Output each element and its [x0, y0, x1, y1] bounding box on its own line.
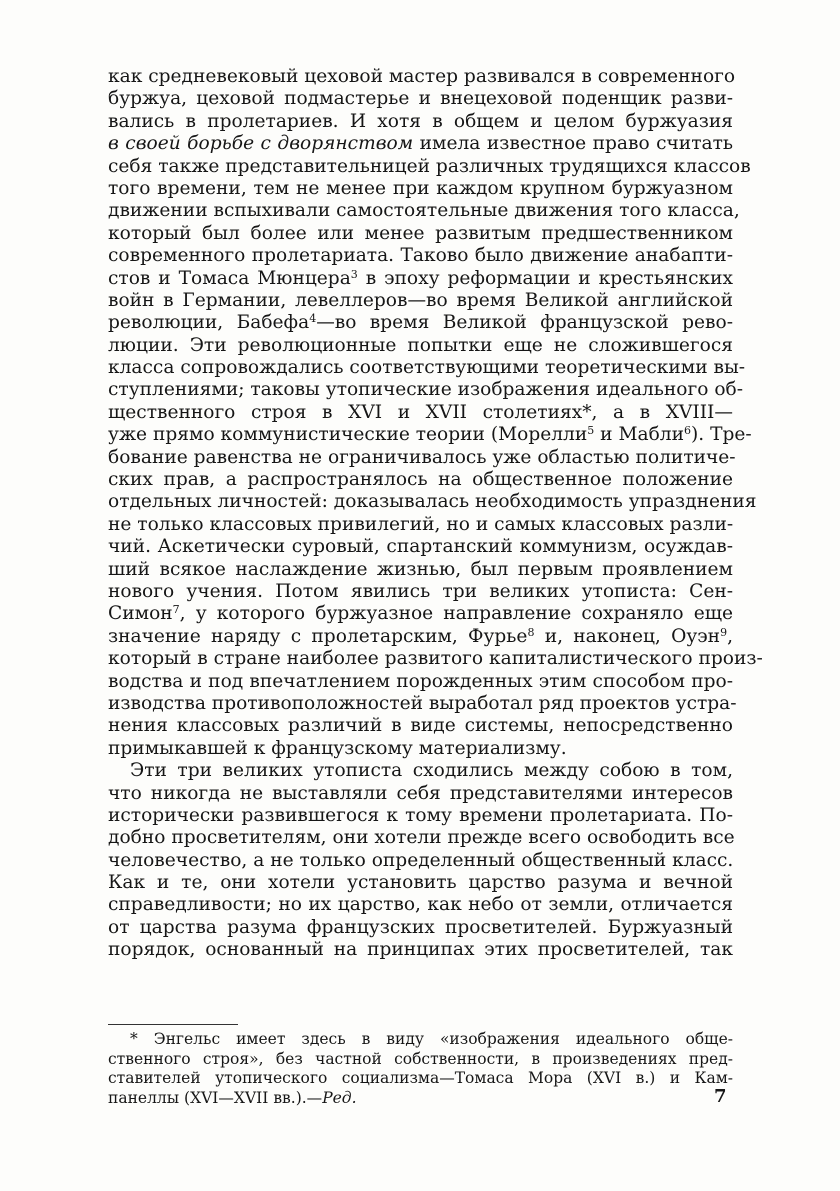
text-line: себя также представительницей различных трудящихся классов [108, 155, 751, 177]
text-line: водства и под впечатлением порожденных этим способом про- [108, 670, 733, 692]
text-line: который был более или менее развитым предшественником [108, 222, 733, 244]
text-line: исторически развившегося к тому времени пролетариата. По- [108, 804, 733, 826]
text-line: что никогда не выставляли себя представителями интересов [108, 782, 733, 804]
text-line: изводства противоположностей выработал ряд проектов устра- [108, 692, 737, 714]
footnote-line: * Энгельс имеет здесь в виду «изображения идеального обще- [130, 1030, 733, 1048]
text-line: буржуа, цеховой подмастерье и внецеховой поденщик разви- [108, 88, 733, 110]
text-line: нения классовых различий в виде системы, непосредственно [108, 715, 733, 737]
text-line: в своей борьбе с дворянством имела известное право считать [108, 133, 733, 155]
note-ref: 4 [309, 312, 317, 326]
editor-mark: Ред. [322, 1088, 357, 1107]
note-ref: 6 [684, 424, 691, 438]
footnote-marker: * [130, 1030, 138, 1048]
text-line: добно просветителям, они хотели прежде всего освободить все [108, 827, 735, 849]
footnote-line: ставителей утопического социализма—Томаса Мора (XVI в.) и Кам- [108, 1069, 733, 1088]
text-line: значение наряду с пролетарским, Фурье$^8$ и, наконец, Оуэн$^9$, [108, 625, 733, 647]
text-line: справедливости; но их царство, как небо от земли, отличается [108, 894, 733, 916]
text-line: революции, Бабефа$^4$—во время Великой французской рево- [108, 312, 734, 334]
text-line: ший всякое наслаждение жизнью, был первым проявлением [108, 558, 733, 580]
footnote [108, 1030, 733, 1108]
text-line: Как и те, они хотели установить царство разума и вечной [108, 872, 733, 894]
text-line: ступлениями; таковы утопические изображения идеального об- [108, 379, 744, 401]
footnote-line: ственного строя», без частной собственности, в произведениях пред- [108, 1049, 733, 1068]
text-line: Эти три великих утописта сходились между собою в том, [130, 760, 733, 782]
note-ref: 9 [720, 625, 728, 639]
text-line: отдельных личностей: доказывалась необходимость упразднения [108, 491, 757, 513]
italic-phrase: в своей борьбе с дворянством [108, 133, 414, 155]
text-line: уже прямо коммунистические теории (Морелли$^5$ и Мабли$^6$). Тре- [108, 424, 752, 446]
text-line: Симон$^7$, у которого буржуазное направление сохраняло еще [108, 603, 733, 625]
text-line: примыкавшей к французскому материализму. [108, 737, 567, 759]
note-ref: 3 [350, 267, 358, 281]
text-line: вались в пролетариев. И хотя в общем и целом буржуазия [108, 110, 733, 132]
footnote-line: панеллы (XVI—XVII вв.).—Ред. [108, 1088, 357, 1107]
page-number: 7 [714, 1086, 727, 1107]
text-line: войн в Германии, левеллеров—во время Великой английской [108, 289, 733, 311]
text-line: как средневековый цеховой мастер развивался в современного [108, 66, 736, 87]
note-ref: 5 [587, 424, 595, 438]
text-line: нового учения. Потом явились три великих утописта: Сен- [108, 580, 733, 602]
text-line: класса сопровождались соответствующими теоретическими вы- [108, 357, 746, 379]
text-line: от царства разума французских просветителей. Буржуазный [108, 916, 733, 938]
text-line: ских прав, а распространялось на общественное положение [108, 469, 733, 491]
text-line: бование равенства не ограничивалось уже областью политиче- [108, 446, 736, 468]
main-text [108, 66, 763, 962]
text-line: стов и Томаса Мюнцера$^3$ в эпоху реформации и крестьянских [108, 267, 733, 289]
text-line: не только классовых привилегий, но и самых классовых разли- [108, 513, 734, 535]
text-line: порядок, основанный на принципах этих просветителей, так [108, 939, 733, 961]
text-line: движении вспыхивали самостоятельные движения того класса, [108, 200, 740, 222]
text-line: люции. Эти революционные попытки еще не сложившегося [108, 334, 733, 356]
text-line: щественного строя в XVI и XVII столетиях*, а в XVIII— [108, 401, 733, 423]
text-line: современного пролетариата. Таково было движение анабапти- [108, 245, 733, 267]
text-line: который в стране наиболее развитого капиталистического произ- [108, 648, 763, 670]
footnote-divider [108, 1024, 238, 1025]
text-line: того времени, тем не менее при каждом крупном буржуазном [108, 177, 733, 199]
footnote-ref: * [582, 401, 592, 423]
text-line: человечество, а не только определенный общественный класс. [108, 849, 734, 871]
note-ref: 8 [527, 625, 535, 639]
note-ref: 7 [172, 603, 180, 617]
text-line: чий. Аскетически суровый, спартанский коммунизм, осуждав- [108, 536, 733, 558]
